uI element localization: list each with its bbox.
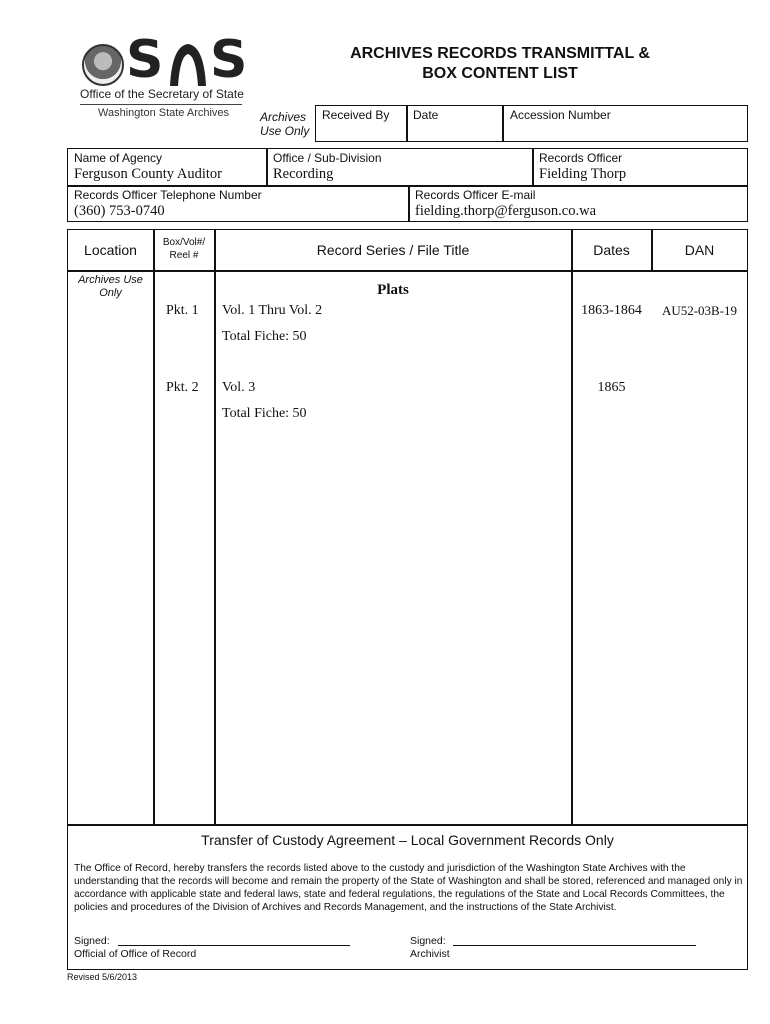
email-value[interactable]: fielding.thorp@ferguson.co.wa [415, 203, 597, 219]
archives-only-line2: Only [99, 287, 122, 299]
revised-date: Revised 5/6/2013 [67, 972, 138, 982]
row2-title: Vol. 3 [222, 380, 256, 395]
row2-box: Pkt. 2 [166, 380, 199, 395]
office-label: Office / Sub-Division [273, 151, 382, 165]
archives-use-only-note [67, 274, 154, 300]
divider [406, 105, 408, 142]
records-table [67, 229, 748, 970]
records-officer-value[interactable]: Fielding Thorp [539, 166, 627, 182]
row1-box: Pkt. 1 [166, 303, 199, 318]
logo-o-arch-icon [168, 42, 208, 86]
form-title-line2: BOX CONTENT LIST [422, 65, 578, 82]
header-box-vol-reel [153, 236, 215, 262]
header-dan: DAN [684, 242, 715, 258]
header-location: Location [84, 242, 137, 258]
table-header-divider [67, 270, 748, 272]
column-divider [214, 229, 216, 825]
section-title: Plats [377, 282, 409, 298]
archives-use-label [260, 110, 310, 138]
agreement-title: Transfer of Custody Agreement – Local Government Records Only [201, 832, 614, 848]
row1-note: Total Fiche: 50 [222, 329, 307, 344]
agency-name-value[interactable]: Ferguson County Auditor [74, 166, 222, 182]
column-divider [153, 229, 155, 825]
signed-right-label: Signed: [410, 935, 446, 947]
divider [502, 105, 504, 142]
phone-label: Records Officer Telephone Number [74, 188, 262, 202]
signature-line-right[interactable] [453, 945, 696, 946]
form-title-line1: ARCHIVES RECORDS TRANSMITTAL & [350, 45, 650, 62]
row1-dates: 1863-1864 [581, 303, 642, 318]
signed-left-label: Signed: [74, 935, 110, 947]
logo-divider [80, 104, 242, 105]
received-by-field[interactable]: Received By [322, 108, 390, 122]
table-bottom-divider [67, 824, 748, 826]
accession-number-field[interactable]: Accession Number [510, 108, 611, 122]
signed-left-role: Official of Office of Record [74, 948, 197, 960]
logo-archives-text: Washington State Archives [98, 107, 230, 119]
email-label: Records Officer E-mail [415, 188, 536, 202]
archives-use-line2: Use Only [260, 124, 310, 138]
row2-note: Total Fiche: 50 [222, 406, 307, 421]
agreement-text: The Office of Record, hereby transfers the records listed above to the custody and jurisdiction of the Washington State Archives with the understanding that the records will become and remain the property of the State of Washington and shall be stored, referenced and managed only in accordance with applicable state and federal laws, state and federal regulations, the regulations of the State and Local Records Committees, the policies and procedures of the Division of Archives and Records Management, and the instructions of the State Archivist. [74, 863, 743, 913]
row1-title: Vol. 1 Thru Vol. 2 [222, 303, 323, 318]
date-field[interactable]: Date [413, 108, 439, 122]
signed-right-role: Archivist [410, 948, 450, 960]
phone-value[interactable]: (360) 753-0740 [74, 203, 165, 219]
header-box-line1: Box/Vol#/ [162, 237, 206, 248]
logo-letter-s2: S [210, 30, 248, 90]
office-value[interactable]: Recording [273, 166, 334, 182]
seal-logo [82, 44, 124, 86]
row1-dan: AU52-03B-19 [661, 303, 738, 318]
archives-use-line1: Archives [260, 110, 307, 124]
header-dates: Dates [593, 242, 630, 258]
row2-dates: 1865 [597, 380, 626, 395]
records-officer-label: Records Officer [539, 151, 623, 165]
archives-only-line1: Archives Use [78, 274, 143, 286]
divider [408, 185, 410, 222]
divider [266, 148, 268, 186]
divider [532, 148, 534, 186]
logo-letter-s1: S [126, 30, 164, 90]
agency-name-label: Name of Agency [74, 151, 163, 165]
logo-office-text: Office of the Secretary of State [80, 87, 244, 101]
signature-line-left[interactable] [118, 945, 350, 946]
header-box-line2: Reel # [169, 250, 199, 261]
header-record-series: Record Series / File Title [316, 242, 470, 258]
